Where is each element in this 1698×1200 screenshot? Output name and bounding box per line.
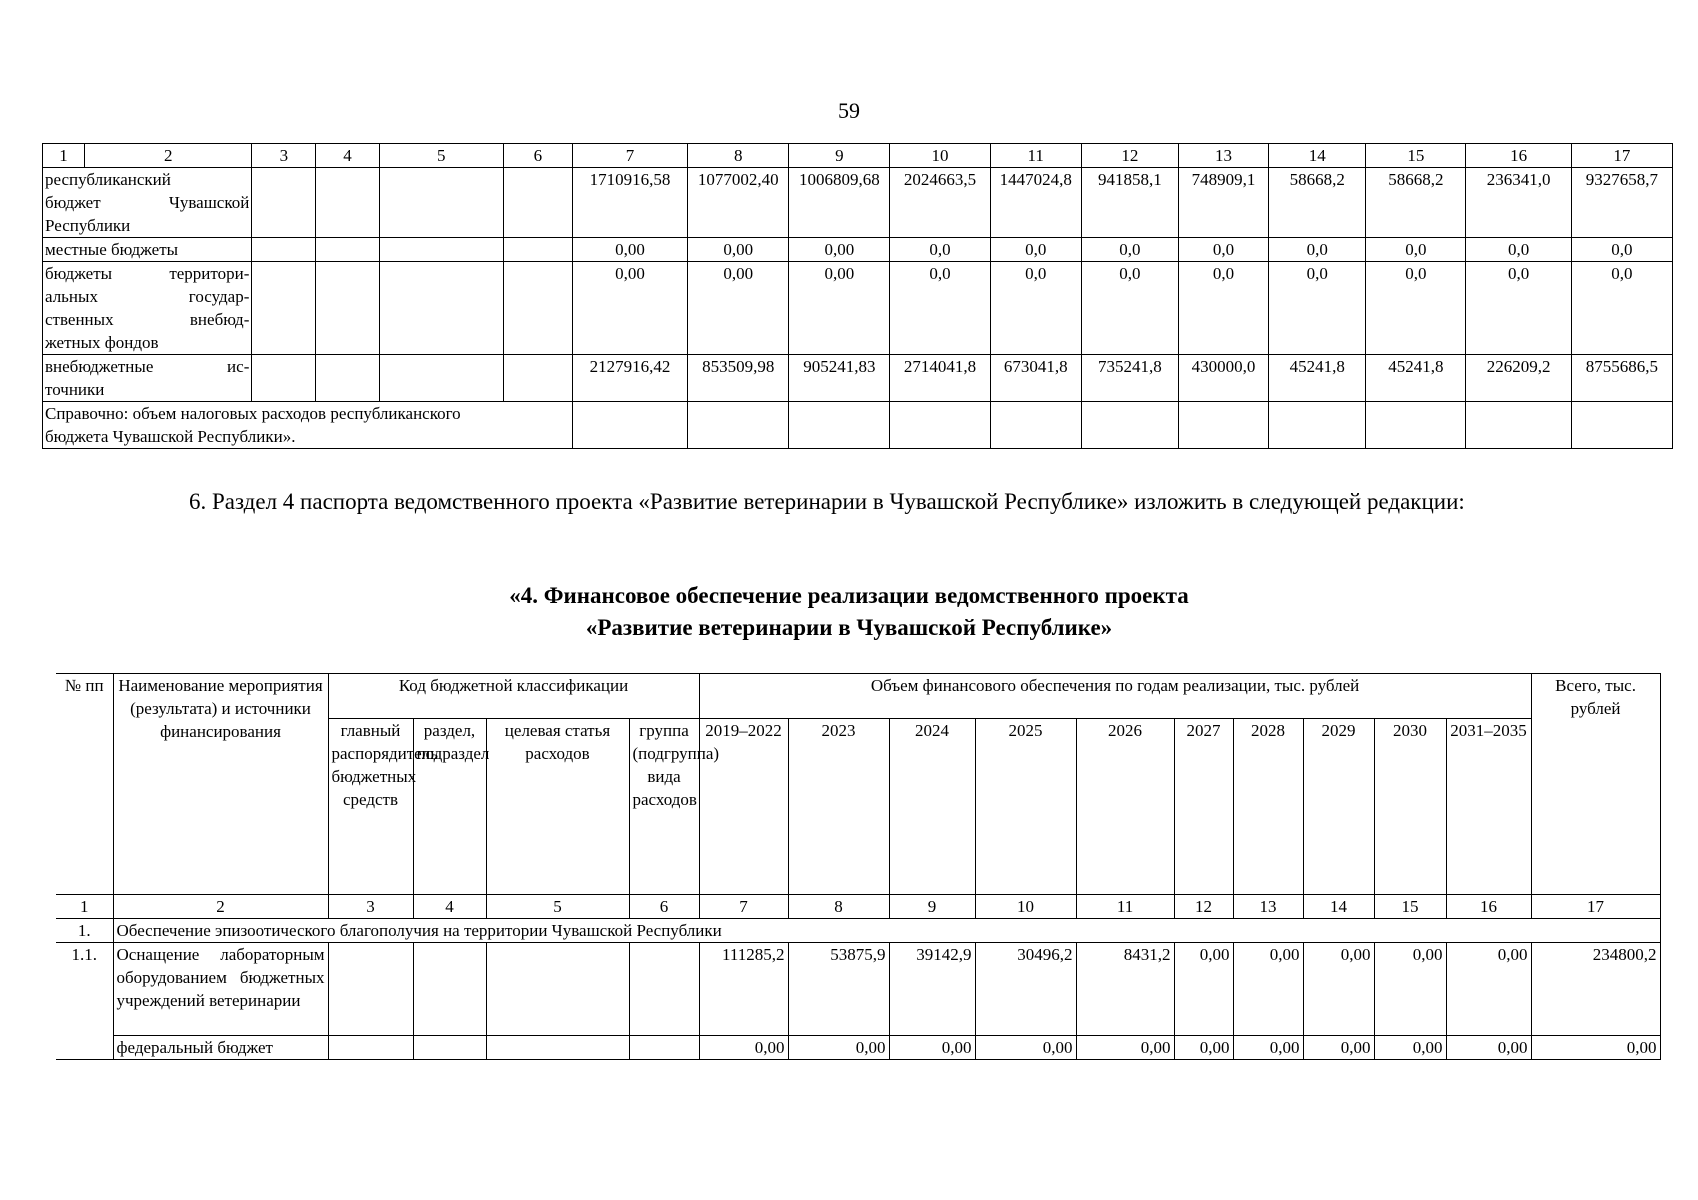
federal-value: 0,00 <box>1531 1035 1660 1059</box>
empty-cell <box>379 238 503 262</box>
column-number-1: 1 <box>43 144 85 168</box>
header-year-7: 2028 <box>1233 719 1303 895</box>
value-cell: 0,0 <box>1571 238 1672 262</box>
section-row <box>56 919 1660 943</box>
empty-cell <box>252 355 316 402</box>
item-value: 53875,9 <box>788 943 889 1036</box>
source-label-line: бюджет Чувашской <box>45 193 250 212</box>
header-code-col-1: главный распорядитель бюджетных средств <box>328 719 413 895</box>
empty-cell <box>316 262 379 355</box>
header-name: Наименование мероприятия (результата) и источники финансирования <box>113 674 328 895</box>
item-number: 1.1. <box>56 943 113 1036</box>
source-label <box>43 355 252 402</box>
header-total: Всего, тыс. рублей <box>1531 674 1660 895</box>
source-label-line: местные бюджеты <box>45 240 179 259</box>
section-number: 1. <box>56 919 113 943</box>
header-year-3: 2024 <box>889 719 975 895</box>
empty-cell <box>252 262 316 355</box>
empty-cell <box>252 238 316 262</box>
value-cell: 0,0 <box>1466 262 1571 355</box>
federal-value: 0,00 <box>975 1035 1076 1059</box>
empty-cell <box>503 262 572 355</box>
source-label-line: бюджеты территори- <box>45 264 250 283</box>
column-number-16: 16 <box>1446 895 1531 919</box>
value-cell: 735241,8 <box>1081 355 1178 402</box>
column-number-8: 8 <box>788 895 889 919</box>
value-cell: 0,00 <box>572 262 687 355</box>
federal-value: 0,00 <box>889 1035 975 1059</box>
empty-cell <box>379 168 503 238</box>
header-no: № пп <box>56 674 113 895</box>
value-cell: 0,0 <box>1081 238 1178 262</box>
reference-note-row <box>43 402 1673 449</box>
value-cell: 0,00 <box>688 238 789 262</box>
value-cell: 0,00 <box>688 262 789 355</box>
federal-value: 0,00 <box>1446 1035 1531 1059</box>
header-year-4: 2025 <box>975 719 1076 895</box>
value-cell: 0,0 <box>1178 238 1268 262</box>
empty-cell <box>316 238 379 262</box>
empty-cell <box>252 168 316 238</box>
column-number-11: 11 <box>990 144 1081 168</box>
page-number: 59 <box>838 98 860 123</box>
empty-cell <box>316 168 379 238</box>
value-cell: 0,0 <box>890 238 990 262</box>
item-value: 39142,9 <box>889 943 975 1036</box>
value-cell: 0,00 <box>572 238 687 262</box>
value-cell: 236341,0 <box>1466 168 1571 238</box>
source-label-line: внебюджетные ис- <box>45 357 250 376</box>
federal-value: 0,00 <box>699 1035 788 1059</box>
value-cell: 0,0 <box>1366 238 1466 262</box>
item-value: 0,00 <box>1233 943 1303 1036</box>
value-cell: 748909,1 <box>1178 168 1268 238</box>
source-row <box>43 262 1673 355</box>
value-cell: 45241,8 <box>1366 355 1466 402</box>
value-cell: 2714041,8 <box>890 355 990 402</box>
empty-cell <box>503 355 572 402</box>
column-number-9: 9 <box>789 144 890 168</box>
column-number-13: 13 <box>1233 895 1303 919</box>
value-cell: 0,0 <box>990 262 1081 355</box>
value-cell: 0,0 <box>1571 262 1672 355</box>
column-number-12: 12 <box>1174 895 1233 919</box>
federal-value: 0,00 <box>788 1035 889 1059</box>
federal-value: 0,00 <box>1233 1035 1303 1059</box>
source-label <box>43 262 252 355</box>
empty-cell <box>316 355 379 402</box>
column-number-15: 15 <box>1366 144 1466 168</box>
column-number-2: 2 <box>85 144 252 168</box>
item-row <box>56 943 1660 1036</box>
value-cell: 0,00 <box>789 262 890 355</box>
column-number-11: 11 <box>1076 895 1174 919</box>
column-number-7: 7 <box>699 895 788 919</box>
federal-value: 0,00 <box>1076 1035 1174 1059</box>
source-row <box>43 168 1673 238</box>
column-number-1: 1 <box>56 895 113 919</box>
header-financing-volume: Объем финансового обеспечения по годам реализации, тыс. рублей <box>699 674 1531 719</box>
source-row <box>43 355 1673 402</box>
amendment-paragraph: 6. Раздел 4 паспорта ведомственного проекта «Развитие ветеринарии в Чувашской Республике» изложить в следующей редакции: <box>189 489 1465 514</box>
financing-number-row <box>56 895 1660 919</box>
value-cell: 58668,2 <box>1366 168 1466 238</box>
value-cell: 430000,0 <box>1178 355 1268 402</box>
header-code-col-4: группа (подгруппа) вида расходов <box>629 719 699 895</box>
top-table-header-row <box>43 144 1673 168</box>
empty-cell <box>379 355 503 402</box>
financing-header-row-1 <box>56 674 1660 719</box>
header-year-10: 2031–2035 <box>1446 719 1531 895</box>
column-number-3: 3 <box>252 144 316 168</box>
value-cell: 2127916,42 <box>572 355 687 402</box>
column-number-13: 13 <box>1178 144 1268 168</box>
item-value: 30496,2 <box>975 943 1076 1036</box>
empty-cell <box>379 262 503 355</box>
column-number-14: 14 <box>1269 144 1366 168</box>
item-value: 8431,2 <box>1076 943 1174 1036</box>
value-cell: 673041,8 <box>990 355 1081 402</box>
column-number-5: 5 <box>486 895 629 919</box>
value-cell: 226209,2 <box>1466 355 1571 402</box>
federal-value: 0,00 <box>1303 1035 1374 1059</box>
value-cell: 58668,2 <box>1269 168 1366 238</box>
empty-cell <box>503 168 572 238</box>
source-label-line: жетных фондов <box>45 333 159 352</box>
source-label <box>43 168 252 238</box>
source-label-line: Республики <box>45 216 131 235</box>
value-cell: 1006809,68 <box>789 168 890 238</box>
item-name: Оснащение лабораторным оборудованием бюджетных учреждений ветеринарии <box>113 943 328 1036</box>
value-cell: 0,0 <box>1178 262 1268 355</box>
item-value: 234800,2 <box>1531 943 1660 1036</box>
column-number-6: 6 <box>629 895 699 919</box>
value-cell: 9327658,7 <box>1571 168 1672 238</box>
column-number-10: 10 <box>975 895 1076 919</box>
value-cell: 941858,1 <box>1081 168 1178 238</box>
item-value: 0,00 <box>1446 943 1531 1036</box>
column-number-12: 12 <box>1081 144 1178 168</box>
header-year-9: 2030 <box>1374 719 1446 895</box>
source-row <box>43 238 1673 262</box>
header-year-2: 2023 <box>788 719 889 895</box>
value-cell: 853509,98 <box>688 355 789 402</box>
federal-budget-label: федеральный бюджет <box>113 1035 328 1059</box>
value-cell: 1447024,8 <box>990 168 1081 238</box>
empty-cell <box>503 238 572 262</box>
source-label-line: точники <box>45 380 105 399</box>
reference-note: Справочно: объем налоговых расходов республиканского бюджета Чувашской Республики». <box>43 402 573 449</box>
source-label-line: республиканский <box>45 170 171 189</box>
value-cell: 1710916,58 <box>572 168 687 238</box>
header-year-5: 2026 <box>1076 719 1174 895</box>
value-cell: 905241,83 <box>789 355 890 402</box>
header-year-6: 2027 <box>1174 719 1233 895</box>
value-cell: 0,0 <box>1269 262 1366 355</box>
column-number-7: 7 <box>572 144 687 168</box>
item-value: 111285,2 <box>699 943 788 1036</box>
value-cell: 0,0 <box>1269 238 1366 262</box>
header-code-col-3: целевая статья расходов <box>486 719 629 895</box>
federal-budget-row <box>56 1035 1660 1059</box>
column-number-8: 8 <box>688 144 789 168</box>
item-value: 0,00 <box>1174 943 1233 1036</box>
column-number-4: 4 <box>413 895 486 919</box>
section-title: «4. Финансовое обеспечение реализации ведомственного проекта «Развитие ветеринарии в Чувашской Республике» <box>509 583 1189 640</box>
column-number-16: 16 <box>1466 144 1571 168</box>
item-value: 0,00 <box>1374 943 1446 1036</box>
federal-value: 0,00 <box>1174 1035 1233 1059</box>
value-cell: 0,0 <box>1081 262 1178 355</box>
source-label-line: ственных внебюд- <box>45 310 250 329</box>
column-number-4: 4 <box>316 144 379 168</box>
source-label <box>43 238 252 262</box>
value-cell: 2024663,5 <box>890 168 990 238</box>
column-number-17: 17 <box>1571 144 1672 168</box>
column-number-6: 6 <box>503 144 572 168</box>
value-cell: 8755686,5 <box>1571 355 1672 402</box>
source-label-line: альных государ- <box>45 287 250 306</box>
value-cell: 0,0 <box>1366 262 1466 355</box>
column-number-9: 9 <box>889 895 975 919</box>
item-value: 0,00 <box>1303 943 1374 1036</box>
column-number-14: 14 <box>1303 895 1374 919</box>
value-cell: 0,0 <box>890 262 990 355</box>
value-cell: 0,00 <box>789 238 890 262</box>
header-year-1: 2019–2022 <box>699 719 788 895</box>
federal-value: 0,00 <box>1374 1035 1446 1059</box>
column-number-15: 15 <box>1374 895 1446 919</box>
top-table <box>42 143 1673 449</box>
column-number-5: 5 <box>379 144 503 168</box>
header-year-8: 2029 <box>1303 719 1374 895</box>
value-cell: 0,0 <box>990 238 1081 262</box>
value-cell: 1077002,40 <box>688 168 789 238</box>
value-cell: 0,0 <box>1466 238 1571 262</box>
financing-table <box>56 673 1661 1060</box>
value-cell: 45241,8 <box>1269 355 1366 402</box>
header-budget-code: Код бюджетной классификации <box>328 674 699 719</box>
column-number-10: 10 <box>890 144 990 168</box>
column-number-17: 17 <box>1531 895 1660 919</box>
section-name: Обеспечение эпизоотического благополучия на территории Чувашской Республики <box>113 919 1660 943</box>
header-code-col-2: раздел, подраздел <box>413 719 486 895</box>
column-number-3: 3 <box>328 895 413 919</box>
column-number-2: 2 <box>113 895 328 919</box>
